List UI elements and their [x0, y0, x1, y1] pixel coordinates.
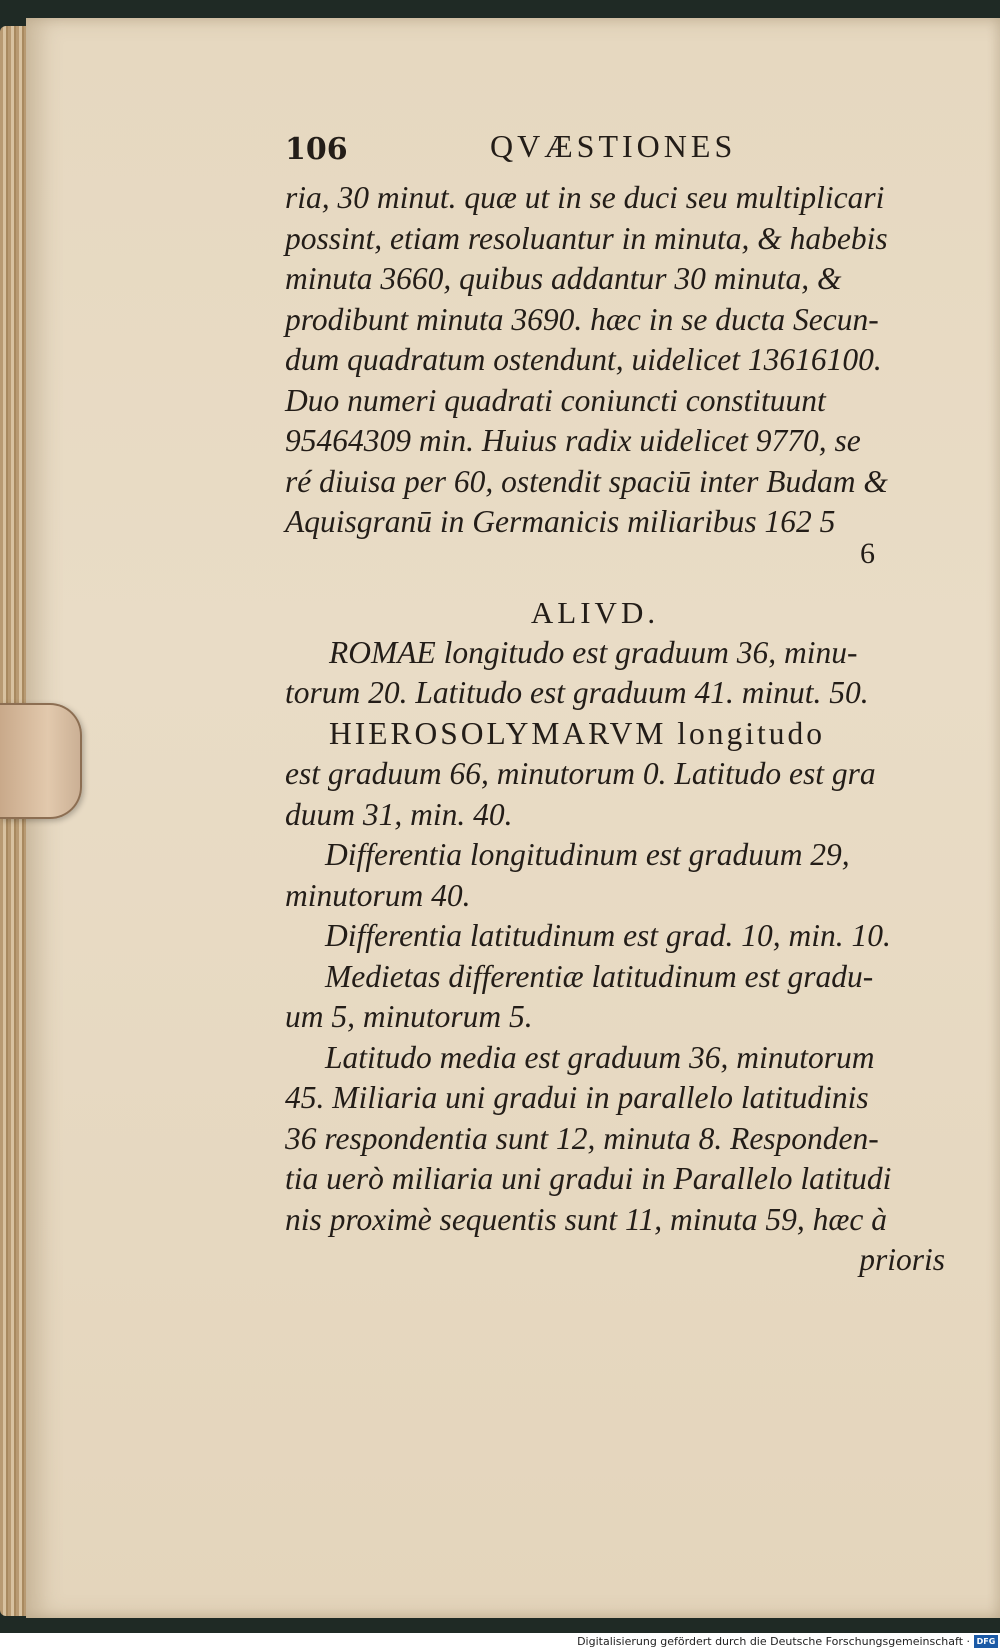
text-line: possint, etiam resoluantur in minuta, & habebis: [285, 220, 888, 256]
text-line: HIEROSOLYMARVM longitudo: [329, 715, 825, 751]
text-line: minuta 3660, quibus addantur 30 minuta, &: [285, 261, 842, 296]
funding-credit: Digitalisierung gefördert durch die Deutsche Forschungsgemeinschaft ·: [577, 1635, 970, 1648]
text-line: est graduum 66, minutorum 0. Latitudo est gra: [285, 756, 876, 791]
text-line: dum quadratum ostendunt, uidelicet 13616100.: [285, 342, 882, 377]
footer-bar: [0, 1633, 1000, 1651]
text-line: Aquisgranū in Germanicis miliaribus 162 5: [285, 504, 836, 539]
text-line: duum 31, min. 40.: [285, 796, 513, 832]
text-line: tia uerò miliaria uni gradui in Parallelo latitudi: [285, 1161, 892, 1196]
text-line: 36 respondentia sunt 12, minuta 8. Responden-: [285, 1120, 879, 1156]
text-line: Duo numeri quadrati coniuncti constituunt: [285, 382, 826, 418]
catchword: prioris: [859, 1242, 945, 1277]
section-title: ALIVD.: [530, 594, 660, 630]
text-line: Medietas differentiæ latitudinum est gradu-: [325, 958, 874, 994]
text-line: torum 20. Latitudo est graduum 41. minut. 50.: [285, 675, 869, 710]
running-head: [285, 118, 945, 178]
text-line: 95464309 min. Huius radix uidelicet 9770, se: [285, 423, 861, 458]
fraction-denominator: 6: [860, 536, 875, 570]
dfg-logo-icon: DFG: [974, 1635, 998, 1648]
text-line: Differentia longitudinum est graduum 29,: [325, 837, 850, 872]
text-line: prodibunt minuta 3690. hæc in se ducta Secun-: [285, 301, 879, 337]
book-clasp: [0, 703, 82, 819]
page-number: 106: [285, 132, 348, 167]
text-line: Differentia latitudinum est grad. 10, min. 10.: [325, 918, 891, 953]
text-block: [285, 118, 945, 1281]
fraction-row: [285, 536, 945, 583]
running-title: QVÆSTIONES: [490, 128, 737, 164]
text-line: ria, 30 minut. quæ ut in se duci seu multiplicari: [285, 180, 885, 215]
text-line: nis proximè sequentis sunt 11, minuta 59, hæc à: [285, 1201, 887, 1237]
text-line: ROMAE longitudo est graduum 36, minu-: [329, 634, 858, 670]
text-line: 45. Miliaria uni gradui in parallelo latitudinis: [285, 1080, 869, 1115]
text-line: minutorum 40.: [285, 877, 471, 913]
text-line: um 5, minutorum 5.: [285, 999, 533, 1034]
text-line: Latitudo media est graduum 36, minutorum: [325, 1039, 875, 1075]
text-line: ré diuisa per 60, ostendit spaciū inter Budam &: [285, 463, 888, 499]
